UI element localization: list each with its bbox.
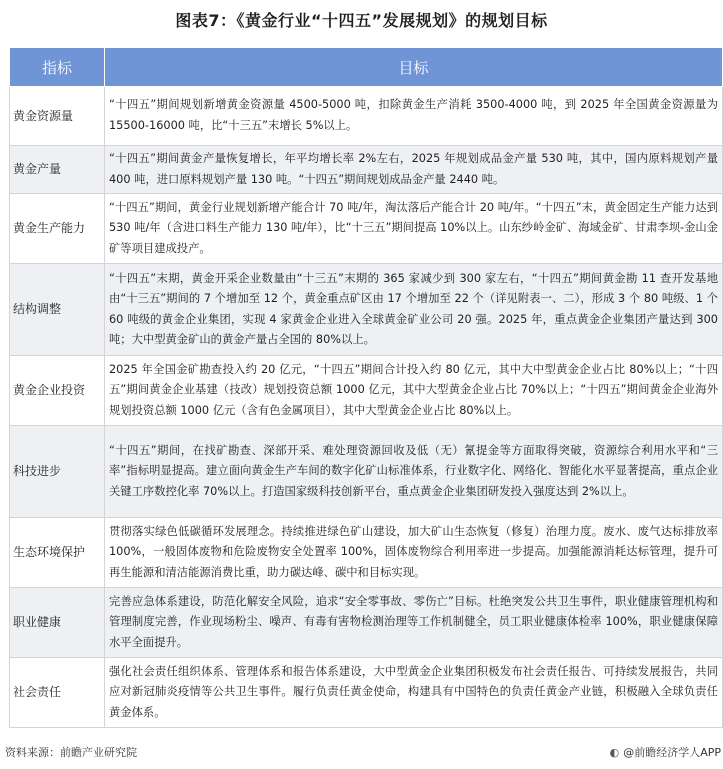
row-label: 生态环境保护	[10, 518, 105, 588]
row-text: “十四五”末期，黄金开采企业数量由“十三五”末期的 365 家减少到 300 家左右，“十四五”期间黄金勘 11 查开发基地由“十三五”期间的 7 个增加至 12 个，黄金重点矿区由 17 个增加至 22 个（详见附表一、二），形成 3 个 80 吨级、1 个 60 吨级的黄金企业集团，实现 4 家黄金企业进入全球黄金矿业公司 20 强。2025 年，重点黄金企业集团产量达到 300 吨；大中型黄金矿山的黄金产量占全国的 80%以上。	[105, 264, 723, 356]
table-row	[10, 194, 723, 264]
brand-logo-icon: ◐	[609, 745, 620, 759]
row-label: 结构调整	[10, 264, 105, 356]
table-row	[10, 87, 723, 146]
row-label: 社会责任	[10, 658, 105, 728]
table-row	[10, 356, 723, 426]
table-row	[10, 658, 723, 728]
goals-table	[9, 47, 723, 728]
row-text: 贯彻落实绿色低碳循环发展理念。持续推进绿色矿山建设，加大矿山生态恢复（修复）治理力度。废水、废气达标排放率 100%，一般固体废物和危险废物安全处置率 100%，固体废物综合利用率进一步提高。加强能源消耗达标管理，提升可再生能源和清洁能源消费比重，助力碳达峰、碳中和目标实现。	[105, 518, 723, 588]
table-row	[10, 146, 723, 194]
header-indicator: 指标	[10, 48, 105, 87]
row-label: 科技进步	[10, 426, 105, 518]
row-label: 黄金产量	[10, 146, 105, 194]
table-row	[10, 264, 723, 356]
brand-credit	[610, 744, 721, 760]
header-target: 目标	[105, 48, 723, 87]
row-text: 强化社会责任组织体系、管理体系和报告体系建设，大中型黄金企业集团积极发布社会责任报告、可持续发展报告，共同应对新冠肺炎疫情等公共卫生事件。履行负责任黄金使命，构建具有中国特色的负责任黄金产业链，积极融入全球负责任黄金体系。	[105, 658, 723, 728]
source-note: 资料来源：前瞻产业研究院	[5, 746, 137, 759]
table-header-row	[10, 48, 723, 87]
row-text: 2025 年全国金矿勘查投入约 20 亿元，“十四五”期间合计投入约 80 亿元，其中大中型黄金企业占比 80%以上；“十四五”期间黄金企业基建（技改）规划投资总额 1000 亿元，其中大型黄金企业占比 70%以上；“十四五”期间黄金企业海外规划投资总额 1000 亿元（含有色金属项目），其中大型黄金企业占比 80%以上。	[105, 356, 723, 426]
row-label: 黄金生产能力	[10, 194, 105, 264]
page-title: 图表7：《黄金行业“十四五”发展规划》的规划目标	[175, 11, 548, 30]
row-label: 职业健康	[10, 588, 105, 658]
row-label: 黄金资源量	[10, 87, 105, 146]
row-text: “十四五”期间，黄金行业规划新增产能合计 70 吨/年，淘汰落后产能合计 20 吨/年。“十四五”末，黄金固定生产能力达到 530 吨/年（含进口料生产能力 130 吨/年），比“十三五”期间提高 10%以上。山东纱岭金矿、海域金矿、甘肃李坝-金山金矿等项目建成投产。	[105, 194, 723, 264]
row-text: “十四五”期间黄金产量恢复增长，年平均增长率 2%左右，2025 年规划成品金产量 530 吨，其中，国内原料规划产量 400 吨，进口原料规划产量 130 吨。“十四五”期间规划成品金产量 2440 吨。	[105, 146, 723, 194]
row-text: “十四五”期间，在找矿勘查、深部开采、难处理资源回收及低（无）氰提金等方面取得突破，资源综合利用水平和“三率”指标明显提高。建立面向黄金生产车间的数字化矿山标准体系，行业数字化、网络化、智能化水平显著提高，重点企业关键工序数控化率 70%以上。打造国家级科技创新平台，重点黄金企业集团研发投入强度达到 2%以上。	[105, 426, 723, 518]
row-label: 黄金企业投资	[10, 356, 105, 426]
table-row	[10, 588, 723, 658]
table-row	[10, 426, 723, 518]
goals-table-container	[9, 47, 722, 728]
table-row	[10, 518, 723, 588]
row-text: 完善应急体系建设，防范化解安全风险，追求“安全零事故、零伤亡”目标。杜绝突发公共卫生事件，职业健康管理机构和管理制度完善，作业现场粉尘、噪声、有毒有害物检测治理等工作机制健全，员工职业健康体检率 100%，职业健康保障水平全面提升。	[105, 588, 723, 658]
brand-label: @前瞻经济学人APP	[623, 746, 721, 759]
row-text: “十四五”期间规划新增黄金资源量 4500-5000 吨，扣除黄金生产消耗 3500-4000 吨，到 2025 年全国黄金资源量为 15500-16000 吨，比“十三五”末增长 5%以上。	[105, 87, 723, 146]
